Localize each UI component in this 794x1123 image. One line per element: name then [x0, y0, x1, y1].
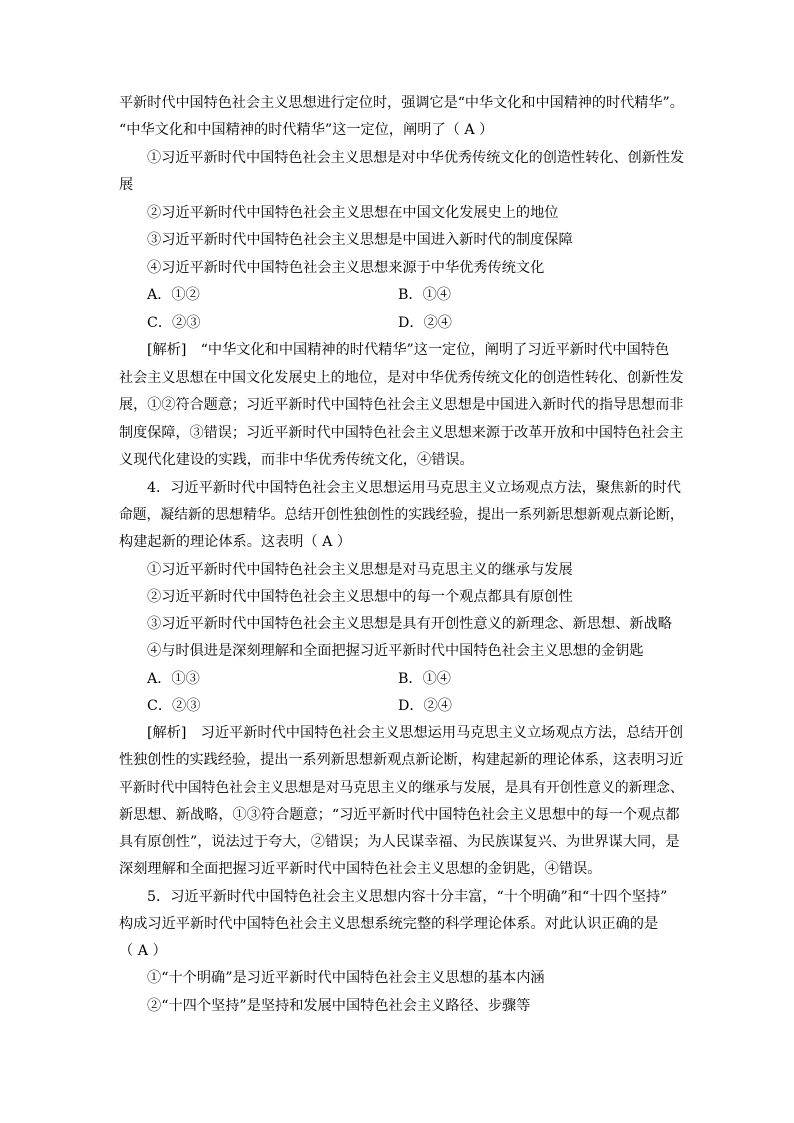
q3-analysis-line-3: 展，①②符合题意；习近平新时代中国特色社会主义思想是中国进入新时代的指导思想而非	[119, 397, 684, 413]
q3-analysis-line-5: 义现代化建设的实践，而非中华优秀传统文化，④错误。	[119, 452, 474, 468]
q4-option-4: ④与时俱进是深刻理解和全面把握习近平新时代中国特色社会主义思想的金钥匙	[147, 643, 644, 659]
q4-option-3: ③习近平新时代中国特色社会主义思想是具有开创性意义的新理念、新思想、新战略	[147, 616, 672, 632]
q3-option-4: ④习近平新时代中国特色社会主义思想来源于中华优秀传统文化	[147, 260, 545, 276]
q3-choice-d: D．②④	[398, 315, 452, 331]
q4-stem-line-2: 命题，凝结新的思想精华。总结开创性独创性的实践经验，提出一系列新思想新观点新论断，	[119, 507, 684, 523]
q4-choice-d: D．②④	[398, 698, 452, 714]
q4-analysis-line-3: 平新时代中国特色社会主义思想是对马克思主义的继承与发展，是具有开创性意义的新理念、	[119, 780, 684, 796]
q3-option-2: ②习近平新时代中国特色社会主义思想在中国文化发展史上的地位	[147, 205, 559, 221]
q3-option-3: ③习近平新时代中国特色社会主义思想是中国进入新时代的制度保障	[147, 232, 573, 248]
q5-stem-line-2: 构成习近平新时代中国特色社会主义思想系统完整的科学理论体系。对此认识正确的是	[119, 916, 659, 932]
q4-stem-line-1: 4．习近平新时代中国特色社会主义思想运用马克思主义立场观点方法，聚焦新的时代	[147, 480, 681, 496]
q4-option-2: ②习近平新时代中国特色社会主义思想中的每一个观点都具有原创性	[147, 589, 573, 605]
q4-analysis-line-4: 新思想、新战略，①③符合题意；“习近平新时代中国特色社会主义思想中的每一个观点都	[119, 807, 680, 823]
q4-analysis-line-5: 具有原创性”，说法过于夸大，②错误；为人民谋幸福、为民族谋复兴、为世界谋大同，是	[119, 834, 680, 850]
q4-analysis-line-6: 深刻理解和全面把握习近平新时代中国特色社会主义思想的金钥匙，④错误。	[119, 861, 602, 877]
q4-analysis-line-2: 性独创性的实践经验，提出一系列新思想新观点新论断，构建起新的理论体系，这表明习近	[119, 752, 684, 768]
q3-analysis-line-2: 社会主义思想在中国文化发展史上的地位，是对中华优秀传统文化的创造性转化、创新性发	[119, 370, 684, 386]
q4-choice-c: C．②③	[147, 698, 201, 714]
q3-stem-line-1: 平新时代中国特色社会主义思想进行定位时，强调它是“中华文化和中国精神的时代精华”。	[119, 95, 684, 111]
q3-stem-line-2: “中华文化和中国精神的时代精华”这一定位，阐明了（ A ）	[119, 122, 494, 138]
q3-analysis-line-1: [解析] “中华文化和中国精神的时代精华”这一定位，阐明了习近平新时代中国特色	[147, 342, 670, 358]
q3-choice-b: B．①④	[398, 287, 451, 303]
q3-choice-a: A．①②	[147, 287, 200, 303]
q5-stem-line-1: 5．习近平新时代中国特色社会主义思想内容十分丰富，“十个明确”和“十四个坚持”	[147, 889, 668, 905]
q3-analysis-line-4: 制度保障，③错误；习近平新时代中国特色社会主义思想来源于改革开放和中国特色社会主	[119, 425, 684, 441]
q4-choice-b: B．①④	[398, 671, 451, 687]
q3-option-1-cont: 展	[119, 177, 134, 193]
q5-option-1: ①“十个明确”是习近平新时代中国特色社会主义思想的基本内涵	[147, 970, 545, 986]
q4-choice-a: A．①③	[147, 671, 200, 687]
q5-option-2: ②“十四个坚持”是坚持和发展中国特色社会主义路径、步骤等	[147, 998, 531, 1014]
q4-analysis-line-1: [解析] 习近平新时代中国特色社会主义思想运用马克思主义立场观点方法，总结开创	[147, 725, 684, 741]
q3-option-1: ①习近平新时代中国特色社会主义思想是对中华优秀传统文化的创造性转化、创新性发	[147, 150, 685, 166]
q3-choice-c: C．②③	[147, 315, 201, 331]
q4-option-1: ①习近平新时代中国特色社会主义思想是对马克思主义的继承与发展	[147, 562, 573, 578]
q4-stem-line-3: 构建起新的理论体系。这表明（ A ）	[119, 534, 352, 550]
q5-stem-line-3: （ A ）	[119, 943, 167, 959]
